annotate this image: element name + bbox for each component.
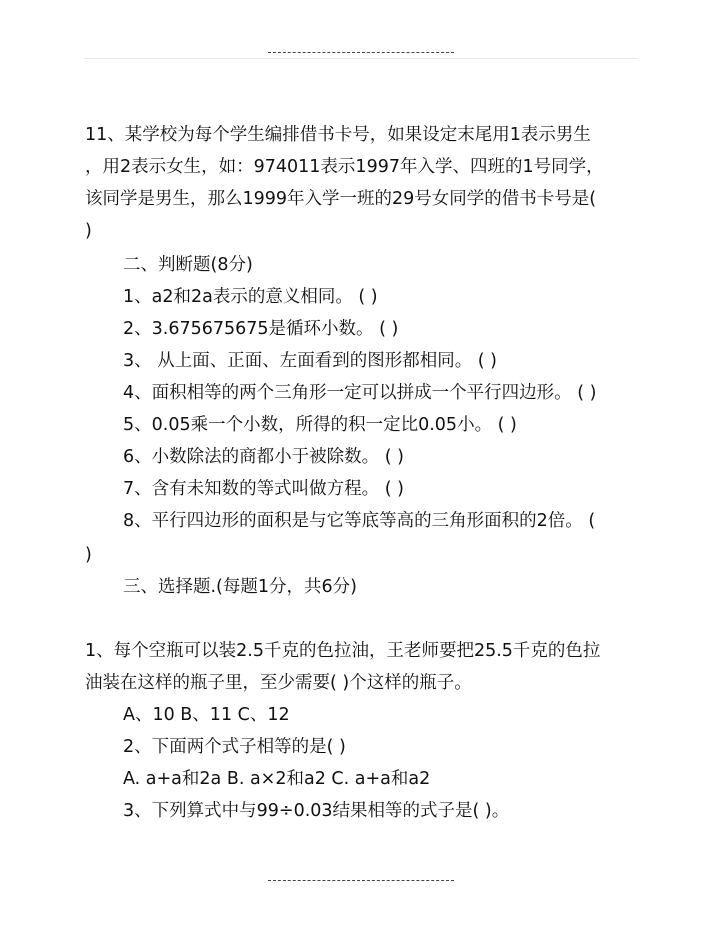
choice-q1-line-1: 1、每个空瓶可以装2.5千克的色拉油，王老师要把25.5千克的色拉 [85,641,601,661]
judge-item-6: 6、小数除法的商都小于被除数。 ( ) [123,447,404,467]
judge-item-5: 5、0.05乘一个小数，所得的积一定比0.05小。 ( ) [123,415,517,435]
judge-item-2: 2、3.675675675是循环小数。 ( ) [123,319,399,339]
q11-line-4: ) [85,221,92,241]
judge-item-1: 1、a2和2a表示的意义相同。 ( ) [123,287,378,307]
section3-title: 三、选择题.(每题1分，共6分) [123,577,357,597]
judge-item-8: 8、平行四边形的面积是与它等底等高的三角形面积的2倍。 ( [123,511,596,531]
judge-item-4: 4、面积相等的两个三角形一定可以拼成一个平行四边形。 ( ) [123,383,597,403]
q11-line-3: 该同学是男生，那么1999年入学一班的29号女同学的借书卡号是( [85,189,597,209]
choice-q1-line-2: 油装在这样的瓶子里，至少需要( )个这样的瓶子。 [85,673,472,693]
q11-line-2: ，用2表示女生，如：974011表示1997年入学、四班的1号同学， [85,157,604,177]
footer-dashed-rule [268,880,454,881]
judge-item-7: 7、含有未知数的等式叫做方程。 ( ) [123,479,404,499]
q11-line-1: 11、某学校为每个学生编排借书卡号，如果设定末尾用1表示男生 [85,125,591,145]
choice-q2: 2、下面两个式子相等的是( ) [123,737,346,757]
header-rule [84,58,637,59]
choice-q3: 3、下列算式中与99÷0.03结果相等的式子是( )。 [123,801,510,821]
judge-item-8-tail: ) [85,545,92,565]
section2-title: 二、判断题(8分) [123,255,253,275]
header-dashed-rule [268,52,454,53]
choice-q1-options: A、10 B、11 C、12 [123,705,290,725]
choice-q2-options: A. a+a和2a B. a×2和a2 C. a+a和a2 [123,769,431,789]
judge-item-3: 3、 从上面、正面、左面看到的图形都相同。 ( ) [123,351,497,371]
